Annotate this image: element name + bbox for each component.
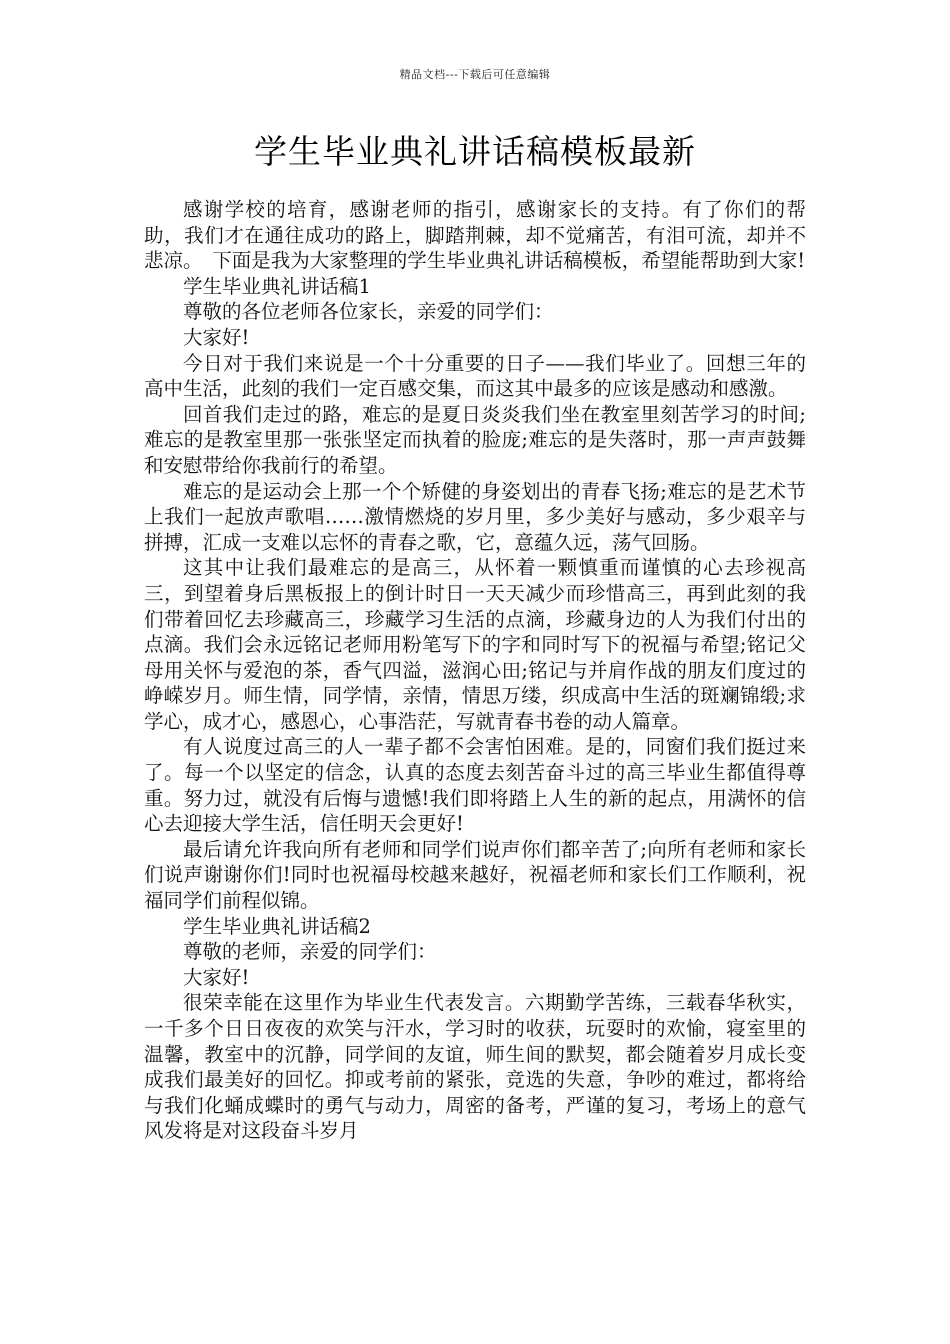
section-heading-2: 学生毕业典礼讲话稿2	[183, 914, 371, 938]
body-paragraph: 最后请允许我向所有老师和同学们说声你们都辛苦了;向所有老师和家长们说声谢谢你们!同时也祝福母校越来越好，祝福老师和家长们工作顺利，祝福同学们前程似锦。	[144, 837, 806, 913]
header-note: 精品文档---下载后可任意编辑	[399, 68, 551, 81]
salutation-1: 尊敬的各位老师各位家长，亲爱的同学们：	[183, 300, 554, 324]
salutation-2: 尊敬的老师，亲爱的同学们：	[183, 940, 437, 964]
document-body	[144, 197, 806, 1144]
greeting-2: 大家好!	[183, 965, 250, 989]
body-paragraph: 有人说度过高三的人一辈子都不会害怕困难。是的，同窗们我们挺过来了。每一个以坚定的信念，认真的态度去刻苦奋斗过的高三毕业生都值得尊重。努力过，就没有后悔与遗憾!我们即将踏上人生的新的起点，用满怀的信心去迎接大学生活，信任明天会更好!	[144, 735, 806, 836]
body-paragraph: 很荣幸能在这里作为毕业生代表发言。六期勤学苦练，三载春华秋实，一千多个日日夜夜的欢笑与汗水，学习时的收获，玩耍时的欢愉，寝室里的温馨，教室中的沉静，同学间的友谊，师生间的默契，都会随着岁月成长变成我们最美好的回忆。抑或考前的紧张，竞选的失意，争吵的难过，都将给与我们化蛹成蝶时的勇气与动力，周密的备考，严谨的复习，考场上的意气风发将是对这段奋斗岁月	[144, 991, 806, 1143]
section-heading-1: 学生毕业典礼讲话稿1	[183, 274, 371, 298]
document-title: 学生毕业典礼讲话稿模板最新	[254, 132, 696, 171]
body-paragraph: 今日对于我们来说是一个十分重要的日子——我们毕业了。回想三年的高中生活，此刻的我们一定百感交集，而这其中最多的应该是感动和感激。	[144, 351, 806, 401]
body-paragraph: 回首我们走过的路，难忘的是夏日炎炎我们坐在教室里刻苦学习的时间;难忘的是教室里那一张张坚定而执着的脸庞;难忘的是失落时，那一声声鼓舞和安慰带给你我前行的希望。	[144, 402, 806, 477]
greeting-1: 大家好!	[183, 325, 250, 349]
body-paragraph: 这其中让我们最难忘的是高三，从怀着一颗慎重而谨慎的心去珍视高三，到望着身后黑板报上的倒计时日一天天减少而珍惜高三，再到此刻的我们带着回忆去珍藏高三，珍藏学习生活的点滴，珍藏身边的人为我们付出的点滴。我们会永远铭记老师用粉笔写下的字和同时写下的祝福与希望;铭记父母用关怀与爱泡的茶，香气四溢，滋润心田;铭记与并肩作战的朋友们度过的峥嵘岁月。师生情，同学情，亲情，情思万缕，织成高中生活的斑斓锦缎;求学心，成才心，感恩心，心事浩茫，写就青春书卷的动人篇章。	[144, 556, 806, 733]
intro-paragraph: 感谢学校的培育，感谢老师的指引，感谢家长的支持。有了你们的帮助，我们才在通往成功的路上，脚踏荆棘，却不觉痛苦，有泪可流，却并不悲凉。 下面是我为大家整理的学生毕业典礼讲话稿模板，希望能帮助到大家!	[144, 198, 806, 273]
body-paragraph: 难忘的是运动会上那一个个矫健的身姿划出的青春飞扬;难忘的是艺术节上我们一起放声歌唱……激情燃烧的岁月里，多少美好与感动，多少艰辛与拼搏，汇成一支难以忘怀的青春之歌，它，意蕴久远，荡气回肠。	[144, 479, 806, 554]
